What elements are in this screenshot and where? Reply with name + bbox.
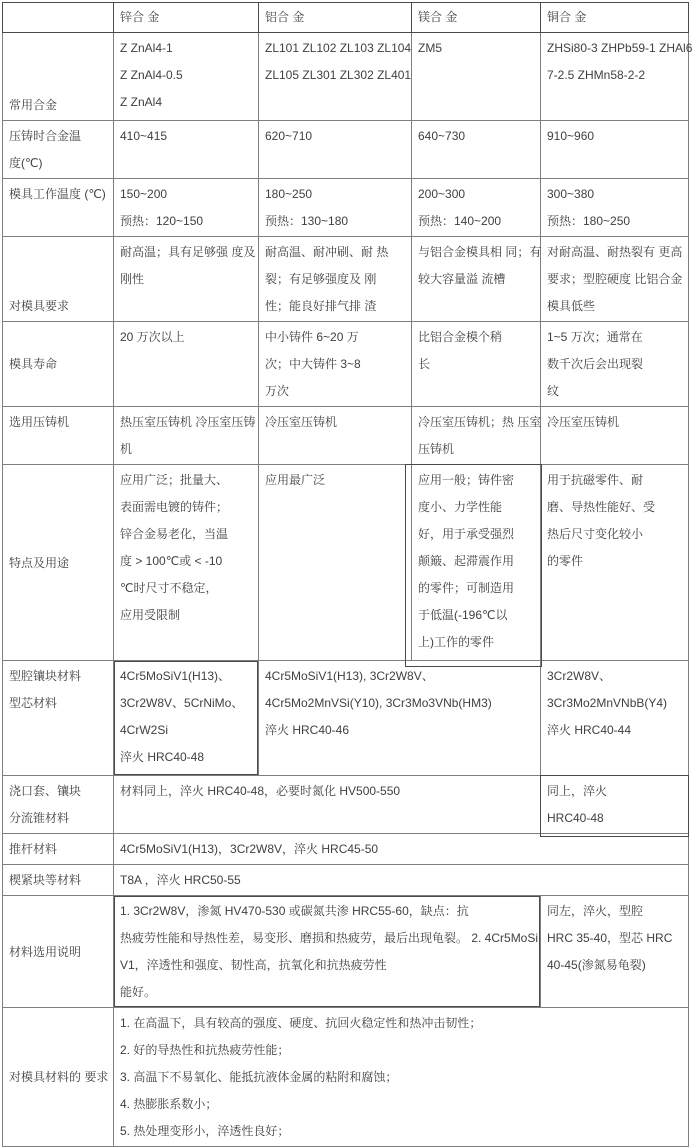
cell-line: 万次 bbox=[265, 384, 290, 398]
table-row bbox=[3, 322, 689, 407]
table-cell bbox=[114, 237, 259, 322]
cell-line: 上)工作的零件 bbox=[418, 635, 494, 649]
cell-line: 3Cr2W8V、 bbox=[547, 669, 612, 683]
cell-line: 4. 热膨胀系数小； bbox=[120, 1097, 218, 1111]
table-cell bbox=[541, 776, 689, 834]
table-cell bbox=[114, 407, 259, 465]
cell-line: 比铝合金模个稍 bbox=[418, 330, 503, 344]
table-cell bbox=[541, 661, 689, 776]
page bbox=[0, 2, 692, 1138]
row-label-line: 型芯材料 bbox=[9, 696, 58, 710]
cell-line: T8A ，淬火 HRC50-55 bbox=[120, 873, 241, 887]
row-label-line: 模具寿命 bbox=[9, 357, 58, 371]
cell-line: 长 bbox=[418, 357, 431, 371]
cell-line: 机 bbox=[120, 442, 133, 456]
table-cell bbox=[114, 179, 259, 237]
cell-line: 3Cr3Mo2MnVNbB(Y4) bbox=[547, 696, 668, 710]
row-label bbox=[3, 661, 114, 776]
row-label-line: 常用合金 bbox=[9, 98, 58, 112]
cell-line: 冷压室压铸机；热 压室 bbox=[418, 415, 542, 429]
cell-line: 预热：130~180 bbox=[265, 214, 349, 228]
table-cell bbox=[259, 33, 412, 121]
table-cell bbox=[259, 322, 412, 407]
row-label bbox=[3, 33, 114, 121]
row-label bbox=[3, 179, 114, 237]
table-cell bbox=[114, 834, 689, 865]
row-label-line: 特点及用途 bbox=[9, 555, 70, 570]
table-row bbox=[3, 179, 689, 237]
cell-line: 对耐高温、耐热裂有 更高 bbox=[547, 245, 683, 259]
table-row bbox=[3, 834, 689, 865]
cell-line: 应用受限制 bbox=[120, 608, 181, 622]
cell-line: 刚性 bbox=[120, 272, 145, 286]
cell-line: HRC 35-40，型芯 HRC bbox=[547, 931, 673, 945]
row-label bbox=[3, 896, 114, 1008]
cell-line: Z ZnAl4-1 bbox=[120, 41, 173, 55]
cell-line: 淬火 HRC40-46 bbox=[265, 723, 350, 737]
cell-line: 3Cr2W8V、5CrNiMo、 bbox=[120, 696, 244, 710]
cell-line: 好，用于承受强烈 bbox=[418, 527, 515, 541]
cell-line: 颠簸、起滞震作用 bbox=[418, 554, 515, 568]
cell-line: 性；能良好排气排 渣 bbox=[265, 299, 377, 313]
column-header-magnesium bbox=[412, 3, 541, 33]
table-cell bbox=[541, 896, 689, 1008]
row-label bbox=[3, 121, 114, 179]
table-cell bbox=[114, 776, 541, 834]
cell-line: 度 > 100℃或 < -10 bbox=[120, 554, 223, 568]
cell-line: 7-2.5 ZHMn58-2-2 bbox=[547, 68, 646, 82]
cell-line: ℃时尺寸不稳定， bbox=[120, 581, 218, 595]
cell-line: 200~300 bbox=[418, 187, 466, 201]
cell-line: 材料同上，淬火 HRC40-48，必要时氮化 HV500-550 bbox=[120, 784, 401, 798]
cell-line: 锌合金易老化，当温 bbox=[120, 527, 229, 541]
table-row bbox=[3, 661, 689, 776]
table-cell bbox=[541, 121, 689, 179]
table-cell bbox=[541, 179, 689, 237]
row-label bbox=[3, 776, 114, 834]
cell-line: 640~730 bbox=[418, 129, 466, 143]
cell-line: 磨、导热性能好、受 bbox=[547, 500, 656, 514]
cell-line: 裂；有足够强度及 刚 bbox=[265, 272, 377, 286]
table-cell bbox=[114, 865, 689, 896]
table-cell bbox=[412, 121, 541, 179]
table-cell bbox=[259, 661, 541, 776]
table-cell bbox=[541, 322, 689, 407]
table-cell bbox=[114, 661, 259, 776]
table-row bbox=[3, 465, 689, 661]
cell-line: 2. 好的导热性和抗热疲劳性能； bbox=[120, 1043, 290, 1057]
table-cell bbox=[412, 407, 541, 465]
table-cell bbox=[259, 237, 412, 322]
table-cell bbox=[114, 896, 541, 1008]
cell-line: 耐高温、耐冲刷、耐 热 bbox=[265, 245, 389, 259]
table-row bbox=[3, 776, 689, 834]
row-label bbox=[3, 1008, 114, 1147]
cell-line: 的零件 bbox=[547, 554, 584, 568]
cell-line: 应用最广泛 bbox=[265, 473, 326, 487]
table-cell bbox=[541, 407, 689, 465]
cell-line: 20 万次以上 bbox=[120, 330, 185, 344]
column-header-copper bbox=[541, 3, 689, 33]
cell-line: 910~960 bbox=[547, 129, 595, 143]
cell-line: 同左，淬火，型腔 bbox=[547, 904, 644, 918]
cell-line: ZM5 bbox=[418, 41, 442, 55]
table-row bbox=[3, 33, 689, 121]
row-label-line: 选用压铸机 bbox=[9, 415, 70, 429]
cell-line: 中小铸件 6~20 万 bbox=[265, 330, 359, 344]
row-label-line: 分流锥材料 bbox=[9, 811, 70, 825]
table-cell bbox=[259, 407, 412, 465]
column-header-zinc bbox=[114, 3, 259, 33]
cell-line: 冷压室压铸机 bbox=[547, 415, 620, 429]
table-cell bbox=[114, 1008, 689, 1147]
column-header-label: 锌合 金 bbox=[120, 10, 160, 24]
table-cell bbox=[541, 237, 689, 322]
cell-line: 数千次后会出现裂 bbox=[547, 357, 644, 371]
cell-line: 冷压室压铸机 bbox=[265, 415, 338, 429]
alloy-comparison-table bbox=[2, 2, 692, 1147]
cell-line: 300~380 bbox=[547, 187, 595, 201]
cell-line: 要求；型腔硬度 比铝合金 bbox=[547, 272, 683, 286]
cell-line: 预热：140~200 bbox=[418, 214, 502, 228]
table-row bbox=[3, 237, 689, 322]
row-label bbox=[3, 834, 114, 865]
table-row bbox=[3, 865, 689, 896]
column-header-label: 镁合 金 bbox=[418, 10, 458, 24]
cell-line: 40-45(渗氮易龟裂) bbox=[547, 958, 646, 972]
cell-line: 度小、力学性能 bbox=[418, 500, 503, 514]
cell-line: 应用广泛；批量大、 bbox=[120, 473, 229, 487]
cell-line: 180~250 bbox=[265, 187, 313, 201]
row-label bbox=[3, 407, 114, 465]
cell-line: 淬火 HRC40-44 bbox=[547, 723, 632, 737]
table-cell bbox=[412, 465, 541, 661]
cell-line: 410~415 bbox=[120, 129, 168, 143]
row-label-line: 对模具要求 bbox=[9, 299, 70, 313]
table-cell bbox=[541, 465, 689, 661]
cell-line: 同上，淬火 bbox=[547, 784, 608, 798]
cell-line: 4Cr5MoSiV1(H13), 3Cr2W8V、 bbox=[265, 669, 434, 683]
cell-line: 4Cr5MoSiV1(H13)，3Cr2W8V，淬火 HRC45-50 bbox=[120, 842, 379, 856]
cell-line: 能好。 bbox=[120, 985, 157, 999]
row-label-line: 压铸时合金温 bbox=[9, 129, 82, 143]
cell-line: 4CrW2Si bbox=[120, 723, 169, 737]
cell-line: 3. 高温下不易氧化、能抵抗液体金属的粘附和腐蚀； bbox=[120, 1070, 398, 1084]
row-label-line: 材料选用说明 bbox=[9, 944, 82, 959]
cell-line: 5. 热处理变形小，淬透性良好； bbox=[120, 1124, 290, 1138]
table-cell bbox=[114, 465, 259, 661]
row-label bbox=[3, 465, 114, 661]
table-row bbox=[3, 407, 689, 465]
table-cell bbox=[114, 121, 259, 179]
table-row bbox=[3, 1008, 689, 1147]
cell-line: ZL101 ZL102 ZL103 ZL104 bbox=[265, 41, 412, 55]
table-cell bbox=[412, 322, 541, 407]
cell-line: V1，淬透性和强度、韧性高，抗氧化和抗热疲劳性 bbox=[120, 958, 387, 972]
table-cell bbox=[541, 33, 692, 121]
table-row bbox=[3, 896, 689, 1008]
cell-line: 1. 在高温下，具有较高的强度、硬度、抗回火稳定性和热冲击韧性； bbox=[120, 1016, 482, 1030]
row-label-line: 浇口套、镶块 bbox=[9, 784, 82, 798]
row-label-line: 推杆材料 bbox=[9, 842, 58, 856]
cell-line: 620~710 bbox=[265, 129, 313, 143]
cell-line: 预热：120~150 bbox=[120, 214, 204, 228]
cell-line: 耐高温；具有足够强 度及 bbox=[120, 245, 256, 259]
cell-line: 与铝合金模具相 同；有 bbox=[418, 245, 542, 259]
table-cell bbox=[114, 322, 259, 407]
column-header-label: 铜合 金 bbox=[547, 10, 587, 24]
cell-line: ZL105 ZL301 ZL302 ZL401 bbox=[265, 68, 412, 82]
cell-line: 纹 bbox=[547, 384, 560, 398]
table-corner-cell bbox=[3, 3, 114, 33]
table-cell bbox=[114, 33, 259, 121]
cell-line: 4Cr5MoSiV1(H13)、 bbox=[120, 669, 231, 683]
column-header-aluminum bbox=[259, 3, 412, 33]
cell-line: 模具低些 bbox=[547, 299, 596, 313]
cell-line: 次；中大铸件 3~8 bbox=[265, 357, 361, 371]
row-label bbox=[3, 865, 114, 896]
row-label-line: 对模具材料的 要求 bbox=[9, 1070, 109, 1084]
cell-line: 淬火 HRC40-48 bbox=[120, 750, 205, 764]
table-cell bbox=[259, 465, 412, 661]
cell-line: 热疲劳性能和导热性差，易变形、磨损和热疲劳，最后出现龟裂。 2. 4Cr5MoSi bbox=[120, 931, 539, 945]
cell-line: 1. 3Cr2W8V，渗氮 HV470-530 或碳氮共渗 HRC55-60，缺点：抗 bbox=[120, 904, 469, 918]
cell-line: 应用一般；铸件密 bbox=[418, 473, 515, 487]
table-cell bbox=[259, 121, 412, 179]
cell-line: 压铸机 bbox=[418, 442, 455, 456]
row-label bbox=[3, 237, 114, 322]
cell-line: HRC40-48 bbox=[547, 811, 604, 825]
cell-line: Z ZnAl4-0.5 bbox=[120, 68, 183, 82]
cell-line: 预热：180~250 bbox=[547, 214, 631, 228]
table-cell bbox=[412, 237, 541, 322]
table-cell bbox=[412, 179, 541, 237]
cell-line: 较大容量溢 流槽 bbox=[418, 272, 506, 286]
cell-line: 4Cr5Mo2MnVSi(Y10), 3Cr3Mo3VNb(HM3) bbox=[265, 696, 492, 710]
table-row bbox=[3, 121, 689, 179]
table-cell bbox=[412, 33, 541, 121]
cell-line: 热后尺寸变化较小 bbox=[547, 527, 644, 541]
cell-line: ZHSi80-3 ZHPb59-1 ZHAl6 bbox=[547, 41, 692, 55]
table-cell bbox=[259, 179, 412, 237]
cell-line: Z ZnAl4 bbox=[120, 95, 163, 109]
cell-line: 表面需电镀的铸件； bbox=[120, 500, 229, 514]
cell-line: 于低温(-196℃以 bbox=[418, 608, 508, 622]
column-header-label: 铝合 金 bbox=[265, 10, 305, 24]
cell-line: 的零件；可制造用 bbox=[418, 581, 515, 595]
row-label-line: 度(℃) bbox=[9, 156, 43, 170]
table-header-row bbox=[3, 3, 689, 33]
cell-line: 热压室压铸机 冷压室压铸 bbox=[120, 415, 256, 429]
row-label-line: 楔紧块等材料 bbox=[9, 873, 82, 887]
cell-line: 1~5 万次；通常在 bbox=[547, 330, 643, 344]
row-label-line: 型腔镶块材料 bbox=[9, 669, 82, 683]
cell-line: 150~200 bbox=[120, 187, 168, 201]
row-label bbox=[3, 322, 114, 407]
row-label-line: 模具工作温度 (℃) bbox=[9, 187, 106, 201]
cell-line: 用于抗磁零件、耐 bbox=[547, 473, 644, 487]
